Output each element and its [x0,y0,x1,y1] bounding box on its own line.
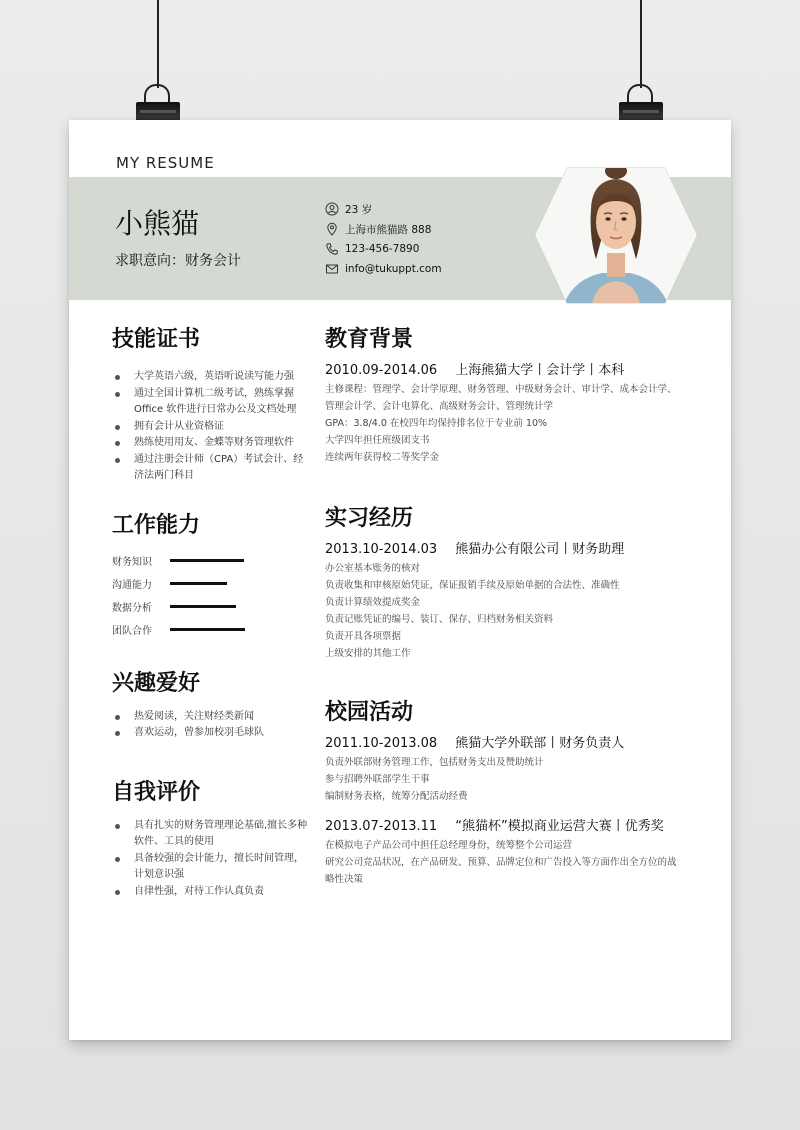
user-icon [325,202,339,216]
entry-date: 2010.09-2014.06 [325,363,438,378]
contact-list [325,199,442,279]
desc-line: 略性决策 [325,874,364,885]
skill-bar [170,628,245,631]
skill-label: 沟通能力 [112,579,152,591]
desc-line: 在模拟电子产品公司中担任总经理身份，统筹整个公司运营 [325,840,573,851]
skill-row [112,549,312,572]
list-item: 具有扎实的财务管理理论基础,擅长多种软件、工具的使用 [112,818,312,851]
internship-title: 实习经历 [325,506,414,531]
contact-phone[interactable] [325,239,442,259]
hobbies-title: 兴趣爱好 [112,670,201,696]
desc-line: 办公室基本账务的核对 [325,563,421,574]
desc-line: 负责收集和审核原始凭证，保证报销手续及原始单据的合法性、准确性 [325,580,620,591]
desc-line: GPA：3.8/4.0 在校四年均保持排名位于专业前 10% [325,418,548,429]
entry-org: 熊猫大学外联部丨财务负责人 [455,736,625,751]
desc-line: 负责外联部财务管理工作，包括财务支出及赞助统计 [325,757,544,768]
list-item: 大学英语六级，英语听说读写能力强 [112,369,312,386]
phone-icon [325,242,339,256]
entry-date: 2013.07-2013.11 [325,819,438,834]
list-item: 热爱阅读，关注财经类新闻 [112,709,312,726]
mail-icon [325,262,339,276]
skill-bar [170,582,227,585]
desc-line: 负责计算绩效提成奖金 [325,597,421,608]
list-item: 喜欢运动，曾参加校羽毛球队 [112,725,312,742]
list-item: 熟练使用用友、金蝶等财务管理软件 [112,435,312,452]
skill-bar [170,559,244,562]
desc-line: 大学四年担任班级团支书 [325,435,430,446]
self-eval-title: 自我评价 [112,779,201,805]
contact-email[interactable] [325,259,442,279]
skills-cert-list [112,369,312,485]
education-title: 教育背景 [325,327,414,352]
work-ability-section [112,511,312,641]
education-entry-head [325,361,725,381]
location-icon [325,222,339,236]
email-text: info@tukuppt.com [345,263,442,275]
skill-label: 财务知识 [112,556,152,568]
desc-line: 上级安排的其他工作 [325,648,411,659]
desc-line: 负责记账凭证的编号、装订、保存、归档财务相关资料 [325,614,554,625]
internship-section [325,504,725,662]
desc-line: 连续两年获得校二等奖学金 [325,452,440,463]
campus-entry-head [325,817,725,837]
work-ability-title: 工作能力 [112,512,201,538]
hobbies-list [112,709,312,742]
entry-org: 熊猫办公有限公司丨财务助理 [455,542,625,557]
hanging-wire-left [157,0,159,88]
skill-label: 数据分析 [112,602,152,614]
left-column [112,325,312,900]
list-item: 自律性强，对待工作认真负责 [112,884,312,901]
skill-bar [170,605,236,608]
entry-org: 上海熊猫大学丨会计学丨本科 [455,363,625,378]
internship-desc [325,560,725,662]
age-text: 23 岁 [345,203,373,216]
phone-text: 123-456-7890 [345,243,420,255]
right-column [325,325,725,888]
profile-photo [534,167,698,304]
education-section [325,325,725,466]
campus-desc [325,754,725,805]
skill-row [112,595,312,618]
entry-date: 2011.10-2013.08 [325,736,438,751]
list-item: 具备较强的会计能力，擅长时间管理，计划意识强 [112,851,312,884]
desc-line: 管理会计学、会计电算化、高级财务会计、管理统计学 [325,401,554,412]
list-item: 通过全国计算机二级考试，熟练掌握Office 软件进行日常办公及文档处理 [112,386,312,419]
skill-label: 团队合作 [112,625,152,637]
desc-line: 研究公司竞品状况，在产品研发、预算、品牌定位和广告投入等方面作出全方位的战 [325,857,677,868]
campus-title: 校园活动 [325,700,414,725]
candidate-name: 小熊猫 [115,207,200,240]
list-item: 通过注册会计师（CPA）考试会计、经济法两门科目 [112,452,312,485]
entry-date: 2013.10-2014.03 [325,542,438,557]
contact-address [325,219,442,239]
internship-entry-head [325,540,725,560]
education-desc [325,381,725,466]
desc-line: 负责开具各项票据 [325,631,402,642]
address-text: 上海市熊猫路 888 [345,223,432,236]
skill-row [112,572,312,595]
job-objective: 求职意向：财务会计 [115,253,241,269]
self-eval-section [112,778,312,901]
desc-line: 编制财务表格，统筹分配活动经费 [325,791,468,802]
entry-org: “熊猫杯”模拟商业运营大赛丨优秀奖 [455,819,664,834]
desc-line: 主修课程：管理学、会计学原理、财务管理、中级财务会计、审计学、成本会计学、 [325,384,677,395]
skill-bars [112,549,312,641]
hobbies-section [112,669,312,742]
hanging-wire-right [640,0,642,88]
self-eval-list [112,818,312,901]
resume-label: MY RESUME [116,154,215,172]
list-item: 拥有会计从业资格证 [112,419,312,436]
campus-entry-head [325,734,725,754]
desc-line: 参与招聘外联部学生干事 [325,774,430,785]
skills-cert-title: 技能证书 [112,327,201,352]
campus-desc [325,837,725,888]
contact-age [325,199,442,219]
resume-paper [69,120,731,1040]
skill-row [112,618,312,641]
skills-cert-section [112,325,312,485]
campus-section [325,698,725,888]
